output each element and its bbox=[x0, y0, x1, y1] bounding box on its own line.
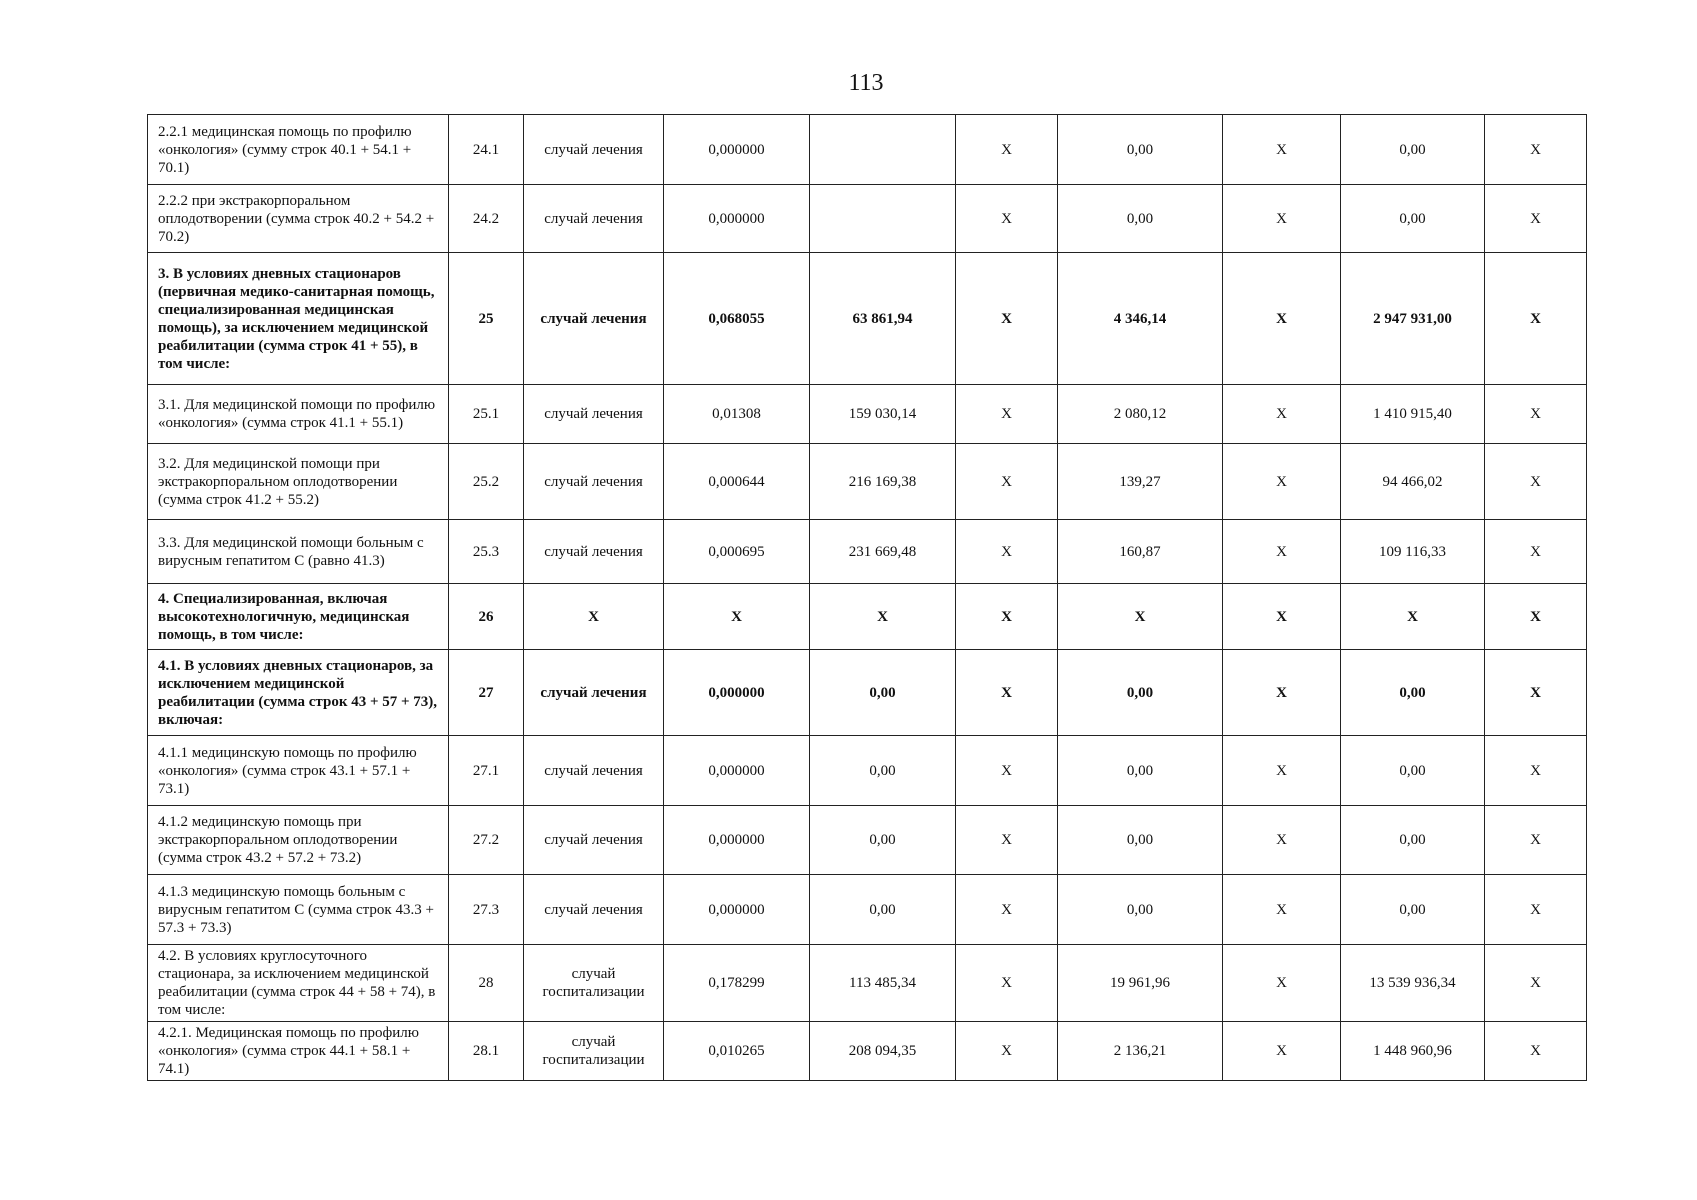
marker-cell-1: X bbox=[956, 736, 1058, 806]
cost-cell bbox=[810, 185, 956, 253]
total-cell: 13 539 936,34 bbox=[1341, 945, 1485, 1022]
total-cell: 0,00 bbox=[1341, 736, 1485, 806]
cost-cell: 0,00 bbox=[810, 806, 956, 875]
amount-cell: 0,00 bbox=[1058, 115, 1223, 185]
marker-cell-2: X bbox=[1223, 520, 1341, 584]
unit-cell: случай лечения bbox=[524, 444, 664, 520]
marker-cell-2: X bbox=[1223, 253, 1341, 385]
unit-cell: случай лечения bbox=[524, 806, 664, 875]
table-row bbox=[148, 385, 1587, 444]
row-number-cell: 27.1 bbox=[449, 736, 524, 806]
table-row bbox=[148, 253, 1587, 385]
marker-cell-3: X bbox=[1485, 385, 1587, 444]
row-name-cell: 2.2.1 медицинская помощь по профилю «онкология» (сумму строк 40.1 + 54.1 + 70.1) bbox=[148, 115, 449, 185]
volume-cell: 0,068055 bbox=[664, 253, 810, 385]
row-name-cell: 2.2.2 при экстракорпоральном оплодотворении (сумма строк 40.2 + 54.2 + 70.2) bbox=[148, 185, 449, 253]
marker-cell-3: X bbox=[1485, 115, 1587, 185]
marker-cell-1: X bbox=[956, 806, 1058, 875]
unit-cell: случай лечения bbox=[524, 185, 664, 253]
row-number-cell: 25.3 bbox=[449, 520, 524, 584]
unit-cell: случай госпитализации bbox=[524, 1022, 664, 1081]
volume-cell: 0,01308 bbox=[664, 385, 810, 444]
row-number-cell: 28 bbox=[449, 945, 524, 1022]
marker-cell-2: X bbox=[1223, 444, 1341, 520]
marker-cell-2: X bbox=[1223, 875, 1341, 945]
table-row bbox=[148, 444, 1587, 520]
unit-cell: случай лечения bbox=[524, 736, 664, 806]
unit-cell: случай госпитализации bbox=[524, 945, 664, 1022]
cost-cell: X bbox=[810, 584, 956, 650]
volume-cell: 0,000644 bbox=[664, 444, 810, 520]
marker-cell-1: X bbox=[956, 385, 1058, 444]
unit-cell: X bbox=[524, 584, 664, 650]
amount-cell: X bbox=[1058, 584, 1223, 650]
amount-cell: 19 961,96 bbox=[1058, 945, 1223, 1022]
cost-cell: 63 861,94 bbox=[810, 253, 956, 385]
amount-cell: 160,87 bbox=[1058, 520, 1223, 584]
amount-cell: 0,00 bbox=[1058, 736, 1223, 806]
amount-cell: 0,00 bbox=[1058, 185, 1223, 253]
marker-cell-2: X bbox=[1223, 1022, 1341, 1081]
total-cell: X bbox=[1341, 584, 1485, 650]
total-cell: 0,00 bbox=[1341, 806, 1485, 875]
cost-cell bbox=[810, 115, 956, 185]
marker-cell-2: X bbox=[1223, 115, 1341, 185]
row-name-cell: 3.2. Для медицинской помощи при экстракорпоральном оплодотворении (сумма строк 41.2 + 55.2) bbox=[148, 444, 449, 520]
row-name-cell: 4. Специализированная, включая высокотехнологичную, медицинская помощь, в том числе: bbox=[148, 584, 449, 650]
marker-cell-1: X bbox=[956, 584, 1058, 650]
marker-cell-2: X bbox=[1223, 584, 1341, 650]
cost-cell: 0,00 bbox=[810, 736, 956, 806]
unit-cell: случай лечения bbox=[524, 650, 664, 736]
unit-cell: случай лечения bbox=[524, 385, 664, 444]
total-cell: 109 116,33 bbox=[1341, 520, 1485, 584]
unit-cell: случай лечения bbox=[524, 520, 664, 584]
page-number: 113 bbox=[848, 70, 884, 96]
table-row bbox=[148, 945, 1587, 1022]
total-cell: 2 947 931,00 bbox=[1341, 253, 1485, 385]
row-number-cell: 26 bbox=[449, 584, 524, 650]
row-number-cell: 25 bbox=[449, 253, 524, 385]
marker-cell-2: X bbox=[1223, 806, 1341, 875]
marker-cell-1: X bbox=[956, 1022, 1058, 1081]
row-number-cell: 24.1 bbox=[449, 115, 524, 185]
marker-cell-3: X bbox=[1485, 806, 1587, 875]
row-name-cell: 3.1. Для медицинской помощи по профилю «онкология» (сумма строк 41.1 + 55.1) bbox=[148, 385, 449, 444]
amount-cell: 4 346,14 bbox=[1058, 253, 1223, 385]
cost-cell: 159 030,14 bbox=[810, 385, 956, 444]
table-body bbox=[148, 115, 1587, 1081]
row-number-cell: 28.1 bbox=[449, 1022, 524, 1081]
marker-cell-1: X bbox=[956, 115, 1058, 185]
marker-cell-3: X bbox=[1485, 1022, 1587, 1081]
total-cell: 94 466,02 bbox=[1341, 444, 1485, 520]
marker-cell-3: X bbox=[1485, 584, 1587, 650]
marker-cell-3: X bbox=[1485, 444, 1587, 520]
total-cell: 1 448 960,96 bbox=[1341, 1022, 1485, 1081]
volume-cell: 0,000000 bbox=[664, 806, 810, 875]
row-number-cell: 27.2 bbox=[449, 806, 524, 875]
total-cell: 0,00 bbox=[1341, 115, 1485, 185]
row-name-cell: 4.1.1 медицинскую помощь по профилю «онкология» (сумма строк 43.1 + 57.1 + 73.1) bbox=[148, 736, 449, 806]
marker-cell-3: X bbox=[1485, 185, 1587, 253]
marker-cell-3: X bbox=[1485, 253, 1587, 385]
table-row bbox=[148, 584, 1587, 650]
amount-cell: 0,00 bbox=[1058, 650, 1223, 736]
row-name-cell: 4.2. В условиях круглосуточного стационара, за исключением медицинской реабилитации (сумма строк 44 + 58 + 74), в том числе: bbox=[148, 945, 449, 1022]
table-row bbox=[148, 185, 1587, 253]
marker-cell-1: X bbox=[956, 650, 1058, 736]
cost-cell: 208 094,35 bbox=[810, 1022, 956, 1081]
marker-cell-1: X bbox=[956, 520, 1058, 584]
unit-cell: случай лечения bbox=[524, 253, 664, 385]
table-row bbox=[148, 1022, 1587, 1081]
row-number-cell: 27 bbox=[449, 650, 524, 736]
row-name-cell: 4.1.3 медицинскую помощь больным с вирусным гепатитом С (сумма строк 43.3 + 57.3 + 73.3) bbox=[148, 875, 449, 945]
volume-cell: 0,010265 bbox=[664, 1022, 810, 1081]
cost-cell: 0,00 bbox=[810, 875, 956, 945]
table-row bbox=[148, 520, 1587, 584]
volume-cell: 0,000000 bbox=[664, 650, 810, 736]
cost-cell: 231 669,48 bbox=[810, 520, 956, 584]
row-name-cell: 3. В условиях дневных стационаров (первичная медико-санитарная помощь, специализированная медицинская помощь), за исключением медицинской реабилитации (сумма строк 41 + 55), в том числе: bbox=[148, 253, 449, 385]
volume-cell: 0,000000 bbox=[664, 185, 810, 253]
table-row bbox=[148, 650, 1587, 736]
marker-cell-3: X bbox=[1485, 736, 1587, 806]
amount-cell: 0,00 bbox=[1058, 806, 1223, 875]
row-name-cell: 4.1.2 медицинскую помощь при экстракорпоральном оплодотворении (сумма строк 43.2 + 57.2 + 73.2) bbox=[148, 806, 449, 875]
row-number-cell: 27.3 bbox=[449, 875, 524, 945]
amount-cell: 2 136,21 bbox=[1058, 1022, 1223, 1081]
amount-cell: 0,00 bbox=[1058, 875, 1223, 945]
cost-cell: 0,00 bbox=[810, 650, 956, 736]
marker-cell-3: X bbox=[1485, 945, 1587, 1022]
marker-cell-1: X bbox=[956, 185, 1058, 253]
volume-cell: 0,178299 bbox=[664, 945, 810, 1022]
row-name-cell: 4.2.1. Медицинская помощь по профилю «онкология» (сумма строк 44.1 + 58.1 + 74.1) bbox=[148, 1022, 449, 1081]
total-cell: 1 410 915,40 bbox=[1341, 385, 1485, 444]
row-name-cell: 3.3. Для медицинской помощи больным с вирусным гепатитом С (равно 41.3) bbox=[148, 520, 449, 584]
marker-cell-1: X bbox=[956, 875, 1058, 945]
table-row bbox=[148, 875, 1587, 945]
marker-cell-3: X bbox=[1485, 875, 1587, 945]
financial-table bbox=[147, 114, 1587, 1081]
marker-cell-2: X bbox=[1223, 185, 1341, 253]
volume-cell: 0,000695 bbox=[664, 520, 810, 584]
marker-cell-1: X bbox=[956, 444, 1058, 520]
unit-cell: случай лечения bbox=[524, 115, 664, 185]
row-number-cell: 25.2 bbox=[449, 444, 524, 520]
amount-cell: 2 080,12 bbox=[1058, 385, 1223, 444]
marker-cell-2: X bbox=[1223, 736, 1341, 806]
marker-cell-2: X bbox=[1223, 385, 1341, 444]
marker-cell-1: X bbox=[956, 945, 1058, 1022]
row-name-cell: 4.1. В условиях дневных стационаров, за исключением медицинской реабилитации (сумма строк 43 + 57 + 73), включая: bbox=[148, 650, 449, 736]
cost-cell: 113 485,34 bbox=[810, 945, 956, 1022]
table-row bbox=[148, 736, 1587, 806]
amount-cell: 139,27 bbox=[1058, 444, 1223, 520]
volume-cell: 0,000000 bbox=[664, 115, 810, 185]
total-cell: 0,00 bbox=[1341, 650, 1485, 736]
cost-cell: 216 169,38 bbox=[810, 444, 956, 520]
row-number-cell: 25.1 bbox=[449, 385, 524, 444]
total-cell: 0,00 bbox=[1341, 185, 1485, 253]
marker-cell-1: X bbox=[956, 253, 1058, 385]
marker-cell-2: X bbox=[1223, 650, 1341, 736]
total-cell: 0,00 bbox=[1341, 875, 1485, 945]
marker-cell-3: X bbox=[1485, 650, 1587, 736]
volume-cell: X bbox=[664, 584, 810, 650]
marker-cell-3: X bbox=[1485, 520, 1587, 584]
table-row bbox=[148, 115, 1587, 185]
volume-cell: 0,000000 bbox=[664, 875, 810, 945]
table-row bbox=[148, 806, 1587, 875]
row-number-cell: 24.2 bbox=[449, 185, 524, 253]
unit-cell: случай лечения bbox=[524, 875, 664, 945]
volume-cell: 0,000000 bbox=[664, 736, 810, 806]
marker-cell-2: X bbox=[1223, 945, 1341, 1022]
